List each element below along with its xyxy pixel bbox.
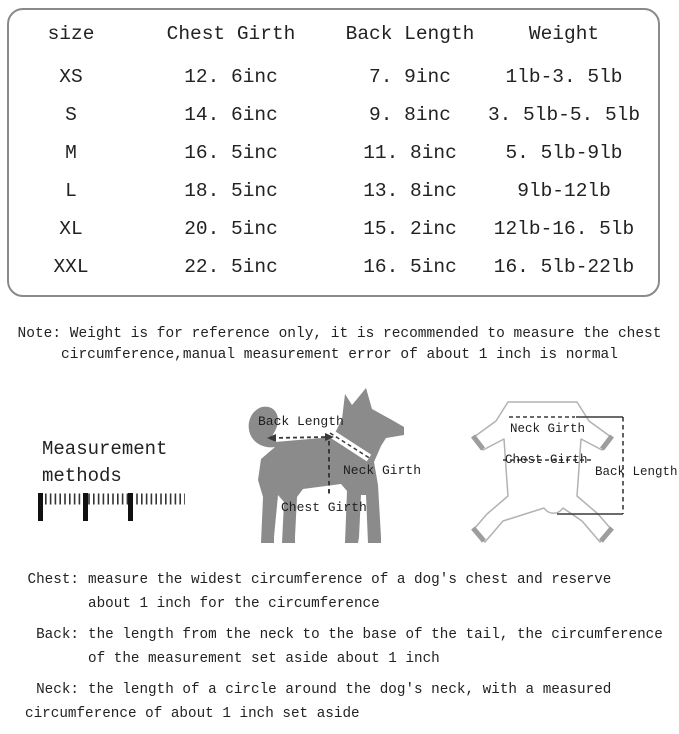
instruction-text: of the measurement set aside about 1 inch [88,650,440,667]
column-header-size: size [47,23,95,45]
instruction-neck [0,679,679,726]
column-header-weight: Weight [528,23,600,45]
measurement-methods-title [42,436,167,490]
garment-back-length-label: Back Length [595,465,678,479]
dog-back-length-label: Back Length [258,414,344,429]
instruction-chest [0,569,679,616]
table-cell-weight: 12lb-16. 5lb [493,218,635,240]
instruction-label: Back: [36,627,79,643]
table-cell-size: XXL [53,256,89,278]
table-cell-chest: 20. 5inc [184,218,278,240]
weight-note-line2: circumference,manual measurement error of about 1 inch is normal [61,347,618,363]
instruction-text: about 1 inch for the circumference [88,595,380,612]
measurement-title-line1: Measurement [42,438,168,460]
dog-neck-girth-label: Neck Girth [343,463,422,478]
table-cell-chest: 22. 5inc [184,256,278,278]
instruction-label: Chest: [27,572,79,588]
table-cell-chest: 18. 5inc [184,180,278,202]
table-cell-back: 7. 9inc [369,66,451,88]
table-cell-size: M [65,142,77,164]
instruction-text: circumference of about 1 inch set aside [25,705,360,722]
table-cell-chest: 16. 5inc [184,142,278,164]
instruction-back [0,624,679,671]
table-cell-weight: 16. 5lb-22lb [493,256,635,278]
garment-neck-girth-label: Neck Girth [510,422,586,436]
instruction-label: Neck: [36,682,79,698]
column-header-back: Back Length [345,23,475,45]
table-cell-size: L [65,180,77,202]
table-cell-chest: 14. 6inc [184,104,278,126]
table-cell-size: XL [59,218,83,240]
table-cell-size: XS [59,66,83,88]
size-table [7,8,660,297]
dog-side-illustration [245,385,460,548]
column-header-chest: Chest Girth [166,23,296,45]
table-cell-size: S [65,104,77,126]
measurement-title-line2: methods [42,465,122,487]
instruction-text: measure the widest circumference of a dog's chest and reserve [88,572,612,588]
table-cell-back: 9. 8inc [369,104,451,126]
table-cell-back: 15. 2inc [363,218,457,240]
weight-note-line1: Note: Weight is for reference only, it is recommended to measure the chest [17,326,662,342]
ruler-icon [36,492,186,522]
table-cell-weight: 5. 5lb-9lb [505,142,623,164]
dog-chest-girth-label: Chest Girth [281,500,367,515]
garment-illustration [465,390,679,555]
table-cell-weight: 3. 5lb-5. 5lb [487,104,641,126]
instruction-text: the length of a circle around the dog's neck, with a measured [88,682,612,698]
table-cell-weight: 1lb-3. 5lb [505,66,623,88]
table-cell-weight: 9lb-12lb [517,180,611,202]
table-cell-back: 13. 8inc [363,180,457,202]
measurement-instructions [0,566,679,734]
table-cell-back: 16. 5inc [363,256,457,278]
instruction-text: the length from the neck to the base of the tail, the circumference [88,627,663,643]
table-cell-back: 11. 8inc [363,142,457,164]
garment-chest-girth-label: Chest Girth [505,453,588,467]
weight-note [0,324,679,366]
table-cell-chest: 12. 6inc [184,66,278,88]
